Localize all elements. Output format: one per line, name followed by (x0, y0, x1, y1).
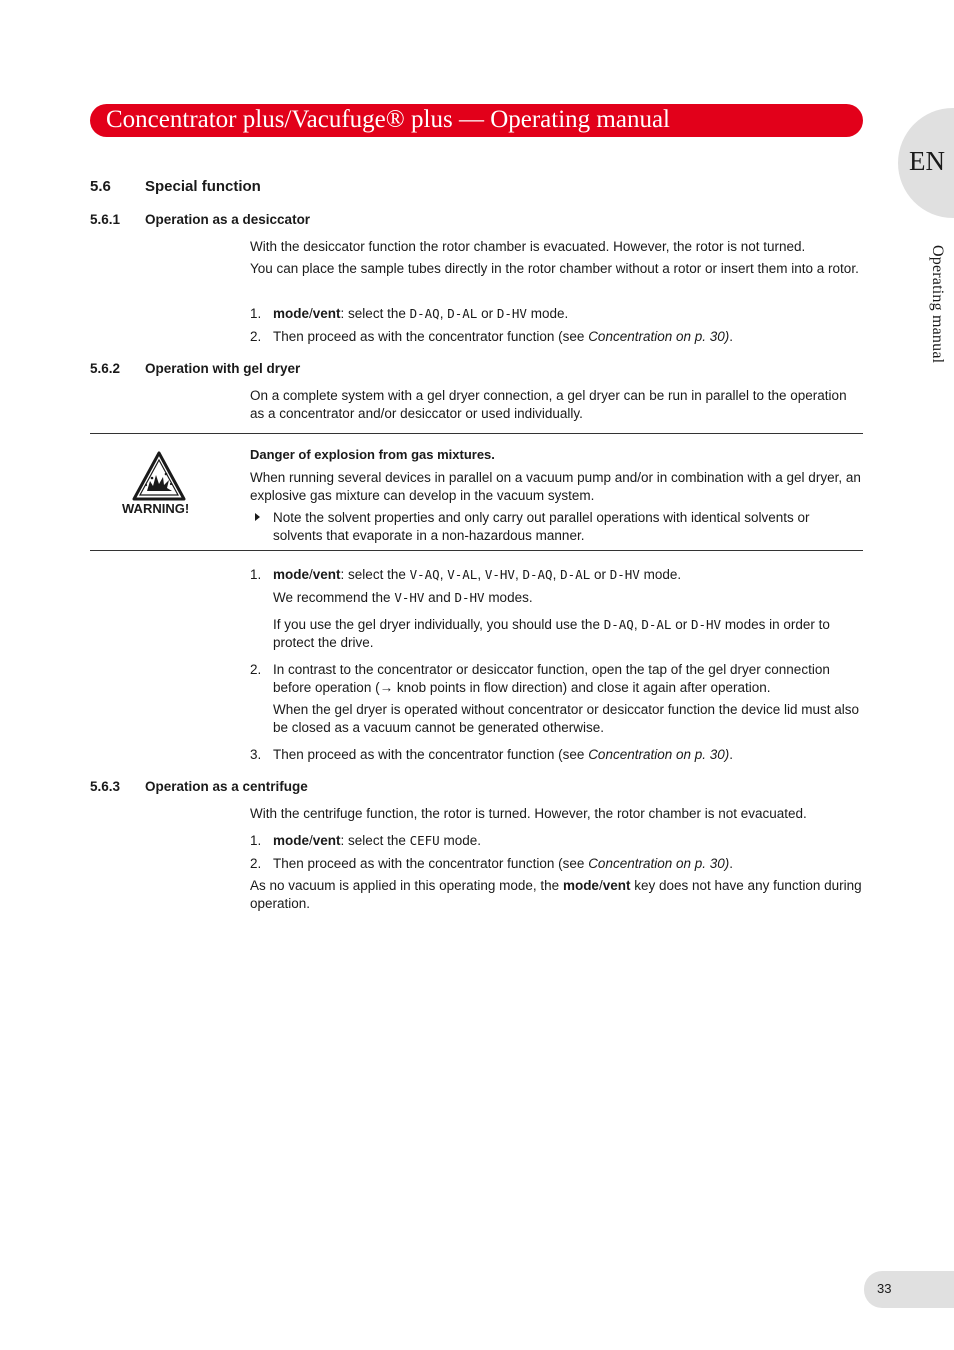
note-text: We recommend the (273, 590, 395, 605)
key-vent: vent (312, 833, 341, 848)
list-item (250, 305, 862, 323)
warning-bottom-rule (90, 550, 863, 551)
section-number: 5.6.3 (90, 779, 121, 794)
separator: , (633, 617, 642, 632)
step-note (273, 616, 863, 652)
step-text: mode. (639, 567, 682, 582)
section-title: Operation as a centrifuge (145, 779, 308, 794)
paragraph: You can place the sample tubes directly in the rotor chamber without a rotor or insert them into a rotor. (250, 261, 859, 276)
separator: , (439, 567, 448, 582)
step-number: 2. (250, 856, 262, 871)
step-text: mode. (526, 306, 569, 321)
step-number: 2. (250, 662, 262, 677)
step-number: 1. (250, 567, 262, 582)
step-number: 2. (250, 329, 262, 344)
key-separator: / (309, 567, 313, 582)
mode-code: D-AQ (522, 567, 553, 582)
mode-code: D-AL (641, 617, 672, 632)
section-heading-5-6-2 (90, 361, 300, 376)
mode-code: D-AQ (409, 306, 440, 321)
explosion-warning-icon (132, 451, 186, 501)
section-number: 5.6.1 (90, 212, 121, 227)
mode-code: D-AL (560, 567, 591, 582)
paragraph: With the centrifuge function, the rotor is turned. However, the rotor chamber is not evacuated. (250, 806, 807, 821)
key-vent: vent (602, 878, 631, 893)
step-text: : select the (340, 833, 410, 848)
paragraph (250, 877, 862, 913)
warning-text: When running several devices in parallel on a vacuum pump and/or in combination with a gel dryer, an explosive gas mixture can develop in the vacuum system. (250, 470, 861, 503)
list-item (250, 855, 862, 873)
bullet-text: Note the solvent properties and only carry out parallel operations with identical solvents or solvents that evaporate in a non-hazardous manner. (273, 510, 810, 543)
paragraph-text: key does not have any function during operation. (250, 878, 862, 911)
cross-reference: Concentration on p. 30) (588, 856, 730, 871)
step-text: In contrast to the concentrator or desiccator function, open the tap of the gel dryer connection before operation (→ knob points in flow direction) and close it again after operation. (273, 662, 830, 695)
step-text: : select the (340, 306, 410, 321)
header-banner (90, 104, 863, 137)
note-text: modes in order to protect the drive. (273, 617, 830, 650)
mode-code: D-HV (454, 590, 485, 605)
key-mode: mode (273, 567, 310, 582)
list-item (250, 566, 862, 584)
step-text: : select the (340, 567, 410, 582)
mode-code: D-HV (496, 306, 527, 321)
separator: or (671, 617, 691, 632)
mode-code: D-HV (609, 567, 640, 582)
separator: or (477, 306, 497, 321)
key-mode: mode (273, 833, 310, 848)
step-note: When the gel dryer is operated without concentrator or desiccator function the device lid must also be closed as a vacuum cannot be generated otherwise. (273, 702, 860, 735)
step-number: 3. (250, 747, 262, 762)
section-heading-5-6-3 (90, 779, 308, 794)
note-text: modes. (484, 590, 533, 605)
key-vent: vent (312, 306, 341, 321)
language-tab (898, 108, 954, 218)
step-text: . (729, 747, 734, 762)
section-heading-5-6 (90, 178, 261, 195)
manual-title: Concentrator plus/Vacufuge® plus — Operating manual (106, 106, 670, 133)
cross-reference: Concentration on p. 30) (588, 747, 730, 762)
separator: , (552, 567, 561, 582)
mode-code: D-AQ (603, 617, 634, 632)
paragraph: With the desiccator function the rotor chamber is evacuated. However, the rotor is not turned. (250, 239, 806, 254)
bullet-arrow-icon (255, 513, 260, 521)
warning-heading: Danger of explosion from gas mixtures. (250, 447, 495, 462)
side-section-label: Operating manual (929, 245, 946, 364)
warning-label: WARNING! (122, 501, 190, 516)
mode-code: V-AL (447, 567, 478, 582)
mode-code: V-AQ (409, 567, 440, 582)
page-number: 33 (877, 1281, 892, 1296)
language-label: EN (909, 146, 945, 176)
list-item (250, 746, 862, 764)
separator: , (439, 306, 448, 321)
note-text: If you use the gel dryer individually, you should use the (273, 617, 604, 632)
section-heading-5-6-1 (90, 212, 310, 227)
list-item (250, 661, 862, 697)
separator: , (477, 567, 485, 582)
section-number: 5.6.2 (90, 361, 121, 376)
key-vent: vent (312, 567, 341, 582)
mode-code: V-HV (394, 590, 425, 605)
step-text: Then proceed as with the concentrator function (see (273, 856, 589, 871)
note-text: and (424, 590, 455, 605)
cross-reference: Concentration on p. 30) (588, 329, 730, 344)
mode-code: V-HV (484, 567, 515, 582)
key-mode: mode (562, 878, 599, 893)
paragraph-text: As no vacuum is applied in this operating mode, the (250, 878, 563, 893)
step-text: . (729, 856, 734, 871)
section-title: Operation as a desiccator (145, 212, 311, 227)
mode-code: D-HV (690, 617, 722, 632)
step-text: Then proceed as with the concentrator function (see (273, 329, 589, 344)
mode-code: D-AL (447, 306, 478, 321)
separator: , (514, 567, 523, 582)
page-number-tab (864, 1271, 954, 1308)
key-separator: / (309, 306, 313, 321)
section-number: 5.6 (90, 178, 111, 195)
key-separator: / (598, 878, 603, 893)
separator: or (590, 567, 610, 582)
step-text: mode. (439, 833, 481, 848)
step-text: . (729, 329, 734, 344)
paragraph: On a complete system with a gel dryer connection, a gel dryer can be run in parallel to the operation as a concentrator and/or desiccator or used individually. (250, 388, 847, 421)
list-item (250, 328, 862, 346)
key-separator: / (309, 833, 313, 848)
mode-code: CEFU (409, 833, 440, 848)
list-item (250, 832, 862, 850)
warning-top-rule (90, 433, 863, 434)
step-number: 1. (250, 306, 262, 321)
step-note (273, 589, 863, 607)
step-text: Then proceed as with the concentrator function (see (273, 747, 589, 762)
section-title: Operation with gel dryer (145, 361, 301, 376)
step-number: 1. (250, 833, 262, 848)
section-title: Special function (145, 178, 261, 195)
key-mode: mode (273, 306, 310, 321)
warning-bullet (250, 509, 862, 545)
